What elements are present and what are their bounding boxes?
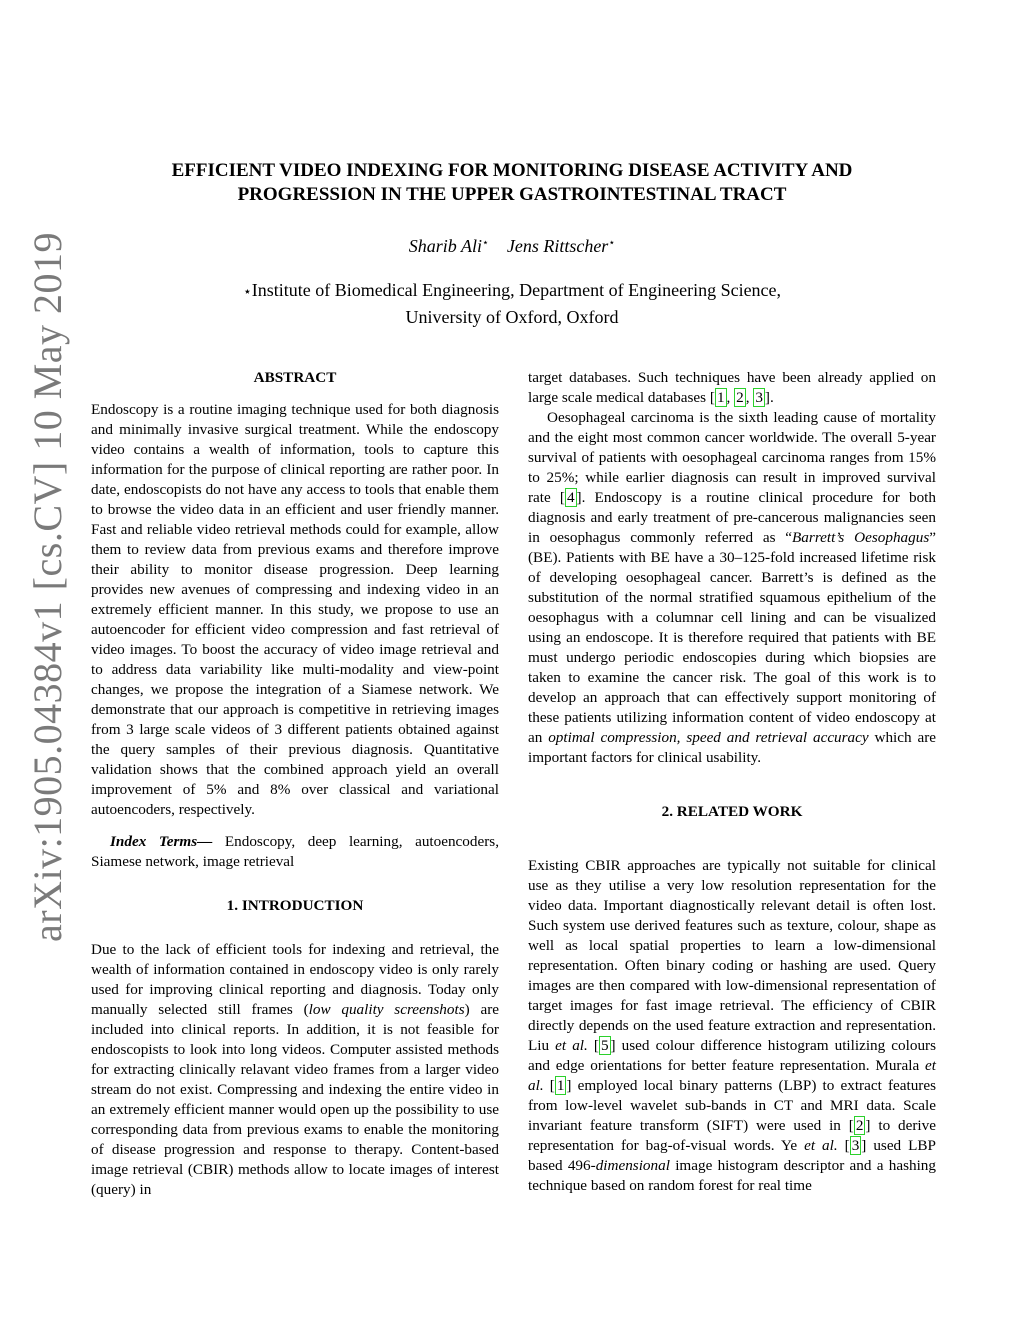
author-2-mark: ⋆ bbox=[608, 237, 616, 249]
affiliation-mark: ⋆ bbox=[242, 285, 252, 300]
introduction-paragraph: Due to the lack of efficient tools for indexing and retrieval, the wealth of information contained in endoscopy video is only rarely used for improving clinical reporting and diagnosis. Today only manually selected still frames (low quality screenshots) are included into clinical reports. In addition, it is not feasible for endoscopists to look into long videos. Computer assisted methods for extracting clinically relavant video frames from a larger video stream do not exist. Compressing and indexing the entire video in an extremely efficient manner would open up the possibility to use corresponding data from previous exams to enable the monitoring of disease progression and response to therapy. Content-based image retrieval (CBIR) methods allow to locate images of interest (query) in bbox=[91, 941, 499, 1198]
author-1: Sharib Ali bbox=[408, 236, 482, 256]
arxiv-identifier: arXiv:1905.04384v1 [cs.CV] 10 May 2019 bbox=[25, 231, 70, 942]
index-terms-label: Index Terms— bbox=[110, 833, 213, 850]
citation-link-1b[interactable]: 1 bbox=[556, 1077, 565, 1094]
related-work-heading: 2. RELATED WORK bbox=[661, 803, 803, 820]
introduction-heading: 1. INTRODUCTION bbox=[226, 897, 364, 914]
citation-link-1[interactable]: 1 bbox=[716, 389, 725, 406]
citation-link-4[interactable]: 4 bbox=[566, 489, 575, 506]
citation-link-5[interactable]: 5 bbox=[600, 1037, 609, 1054]
paper-title bbox=[110, 159, 914, 207]
oesophageal-paragraph: Oesophageal carcinoma is the sixth leading cause of mortality and the eight most common cancer worldwide. The overall 5-year survival of patients with oesophageal carcinoma ranges from 15% to 25%; while earlier diagnosis can result in improved survival rate [ 4 ]. Endoscopy is a routine clinical procedure for both diagnosis and early treatment of pre-cancerous malignancies seen in oesophagus commonly referred as “Barrett’s Oesophagus” (BE). Patients with BE have a 30–125-fold increased lifetime risk of developing oesophageal cancer. Barrett’s is defined as the substitution of the normal stratified squamous epithelium of the oesophagus with a columnar cell lining and can be visualized using an endoscope. It is therefore required that patients with BE must undergo periodic endoscopies during which biopsies are taken to examine the cancer risk. The goal of this work is to develop an approach that can effectively support monitoring of these patients utilizing information content of video endoscopy at an optimal compression, speed and retrieval accuracy which are important factors for clinical usability. bbox=[528, 409, 937, 766]
author-list bbox=[110, 231, 914, 258]
index-terms bbox=[91, 832, 499, 872]
index-terms-text: Endoscopy, deep learning, autoencoders, Siamese network, image retrieval bbox=[91, 833, 499, 870]
abstract-heading: ABSTRACT bbox=[253, 369, 337, 386]
intro-continuation-paragraph: target databases. Such techniques have been already applied on large scale medical databases [ 1 , 2 , 3 ]. bbox=[528, 369, 936, 406]
related-work-paragraph: Existing CBIR approaches are typically not suitable for clinical use as they utilise a very low resolution representation for the video data. Important diagnostically relevant detail is often lost. Such system use derived features such as texture, colour, shape as well as local spatial properties to learn a low-dimensional representation. Often binary coding or hashing are used. Query images are then compared with low-dimensional representation of target images for fast image retrieval. The efficiency of CBIR directly depends on the used feature extraction and representation. Liu et al. [ 5 ] used colour difference histogram utilizing colours and edge orientations for better feature representation. Murala et al. [ 1 ] employed local binary patterns (LBP) to extract features from low-level wavelet sub-bands in CT and MRI data. Scale invariant feature transform (SIFT) were used in [ 2 ] to derive representation for bag-of-visual words. Ye et al. [ 3 ] used LBP based 496-dimensional image histogram descriptor and a hashing technique based on random forest for real time bbox=[528, 857, 937, 1194]
affiliation-line-2: University of Oxford, Oxford bbox=[405, 307, 619, 327]
title-line-2: PROGRESSION IN THE UPPER GASTROINTESTINAL TRACT bbox=[237, 184, 787, 205]
author-1-mark: ⋆ bbox=[481, 237, 489, 249]
citation-link-2[interactable]: 2 bbox=[736, 389, 744, 406]
citation-link-2b[interactable]: 2 bbox=[855, 1117, 864, 1134]
affiliation-line-1: ⋆Institute of Biomedical Engineering, Department of Engineering Science, bbox=[242, 280, 782, 300]
affiliation bbox=[110, 278, 914, 329]
left-column bbox=[91, 368, 499, 1200]
citation-link-3b[interactable]: 3 bbox=[851, 1137, 860, 1154]
right-column bbox=[528, 368, 936, 1196]
author-2: Jens Rittscher bbox=[506, 236, 609, 256]
abstract-text: Endoscopy is a routine imaging technique used for both diagnosis and minimally invasive surgical treatment. While the endoscopy video contains a wealth of information, tools to capture this information for the purpose of clinical reporting are rather poor. In date, endoscopists do not have any access to tools that enable them to browse the video data in an efficient and user friendly manner. Fast and reliable video retrieval methods could for example, allow them to review data from previous exams and therefore improve their ability to monitor disease progression. Deep learning provides new avenues of compressing and indexing video in an extremely efficient manner. In this study, we propose to use an autoencoder for efficient video compression and fast retrieval of video images. To boost the accuracy of video image retrieval and to address data variability like multi-modality and view-point changes, we propose the integration of a Siamese network. We demonstrate that our approach is competitive in retrieving images from 3 large scale videos of 3 different patients obtained against the query samples of their previous diagnosis. Quantitative validation shows that the combined approach yield an overall improvement of 5% and 8% over classical and variational autoencoders, respectively. bbox=[91, 401, 499, 818]
citation-link-3[interactable]: 3 bbox=[755, 389, 763, 406]
title-line-1: EFFICIENT VIDEO INDEXING FOR MONITORING DISEASE ACTIVITY AND bbox=[171, 160, 853, 181]
